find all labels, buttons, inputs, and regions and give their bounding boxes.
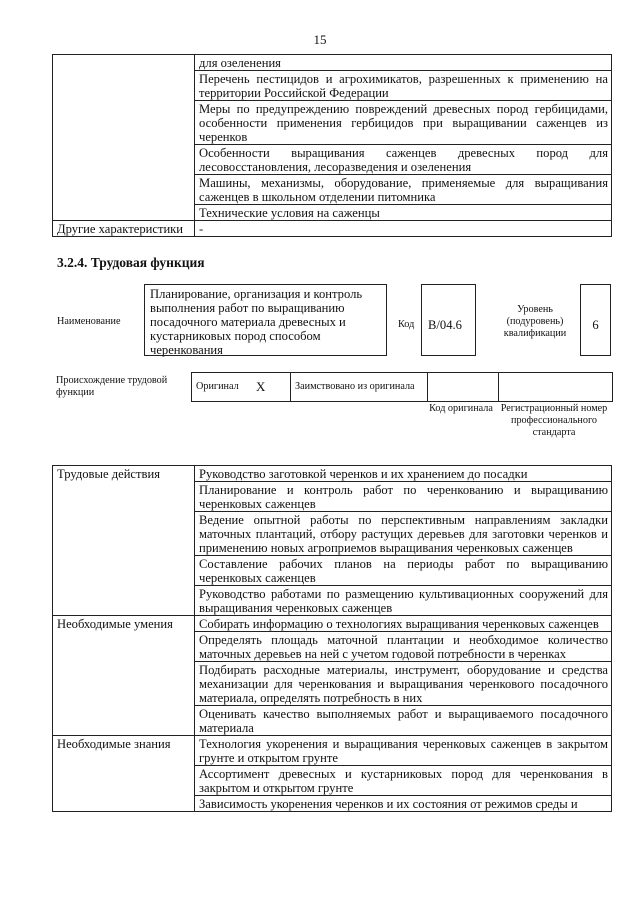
name-label: Наименование xyxy=(57,316,121,327)
level-label: Уровень (подуровень) квалификации xyxy=(503,304,567,339)
table-cell: Меры по предупреждению повреждений древесных пород гербицидами, особенности применения гербицидов при выращивании саженцев из черенков xyxy=(195,101,612,145)
page-number: 15 xyxy=(313,32,327,47)
table-row xyxy=(53,736,612,766)
table-cell: - xyxy=(195,221,612,237)
function-name-box xyxy=(144,284,387,356)
table-row xyxy=(53,221,612,237)
table-cell: Оценивать качество выполняемых работ и выращиваемого посадочного материала xyxy=(195,706,612,736)
borrowed-label: Заимствовано из оригинала xyxy=(291,373,428,402)
origin-code-cell xyxy=(428,373,499,402)
group-label-knowledge: Необходимые знания xyxy=(53,736,195,812)
table-cell: Руководство работами по размещению культивационных сооружений для выращивания черенковых саженцев xyxy=(195,586,612,616)
reg-number-cell xyxy=(499,373,613,402)
table-cell: Технология укоренения и выращивания черенковых саженцев в закрытом грунте и открытом грунте xyxy=(195,736,612,766)
table-cell: Определять площадь маточной плантации и необходимое количество маточных деревьев на ней с учетом годовой потребности в черенках xyxy=(195,632,612,662)
function-name-value: Планирование, организация и контроль выполнения работ по выращиванию посадочного материала древесных и кустарниковых пород способом черенкования xyxy=(150,287,363,357)
table-cell: Технические условия на саженцы xyxy=(195,205,612,221)
table-cell: Ведение опытной работы по перспективным направлениям закладки маточных плантаций, отбору растущих деревьев для заготовки черенков и применению новых агроприемов выращивания черенковых саженцев xyxy=(195,512,612,556)
row-label xyxy=(53,55,195,221)
table-cell: Зависимость укоренения черенков и их состояния от режимов среды и xyxy=(195,796,612,812)
table-row xyxy=(53,616,612,632)
table-cell: Перечень пестицидов и агрохимикатов, разрешенных к применению на территории Российской Федерации xyxy=(195,71,612,101)
original-label: Оригинал xyxy=(192,373,253,402)
table-cell: Планирование и контроль работ по черенкованию и выращиванию черенковых саженцев xyxy=(195,482,612,512)
code-caption: Код оригинала xyxy=(429,403,493,414)
section-title: 3.2.4. Трудовая функция xyxy=(57,255,205,270)
origin-table xyxy=(191,372,613,402)
table-cell: Составление рабочих планов на периоды работ по выращиванию черенковых саженцев xyxy=(195,556,612,586)
original-mark: X xyxy=(252,373,291,402)
table-cell: Собирать информацию о технологиях выращивания черенковых саженцев xyxy=(195,616,612,632)
level-value: 6 xyxy=(592,318,599,332)
table-cell: Подбирать расходные материалы, инструмент, оборудование и средства механизации для черенкования и выращивания черенкового посадочного материала, определять потребность в них xyxy=(195,662,612,706)
table-row xyxy=(53,466,612,482)
code-label: Код xyxy=(398,319,415,330)
table-cell: Руководство заготовкой черенков и их хранением до посадки xyxy=(195,466,612,482)
table-cell: Ассортимент древесных и кустарниковых пород для черенкования в закрытом и открытом грунте xyxy=(195,766,612,796)
reg-caption: Регистрационный номер профессионального стандарта xyxy=(500,403,608,438)
table-cell: Особенности выращивания саженцев древесных пород для лесовосстановления, лесоразведения и озеленения xyxy=(195,145,612,175)
group-label-skills: Необходимые умения xyxy=(53,616,195,736)
top-continuation-table xyxy=(52,54,612,237)
table-cell: для озеленения xyxy=(195,55,612,71)
group-label-actions: Трудовые действия xyxy=(53,466,195,616)
row-label: Другие характеристики xyxy=(53,221,195,237)
main-table xyxy=(52,465,612,812)
origin-label: Происхождение трудовой функции xyxy=(56,375,168,398)
table-row xyxy=(192,373,613,402)
table-cell: Машины, механизмы, оборудование, применяемые для выращивания саженцев в школьном отделении питомника xyxy=(195,175,612,205)
table-row xyxy=(53,55,612,71)
code-value: B/04.6 xyxy=(428,318,462,332)
